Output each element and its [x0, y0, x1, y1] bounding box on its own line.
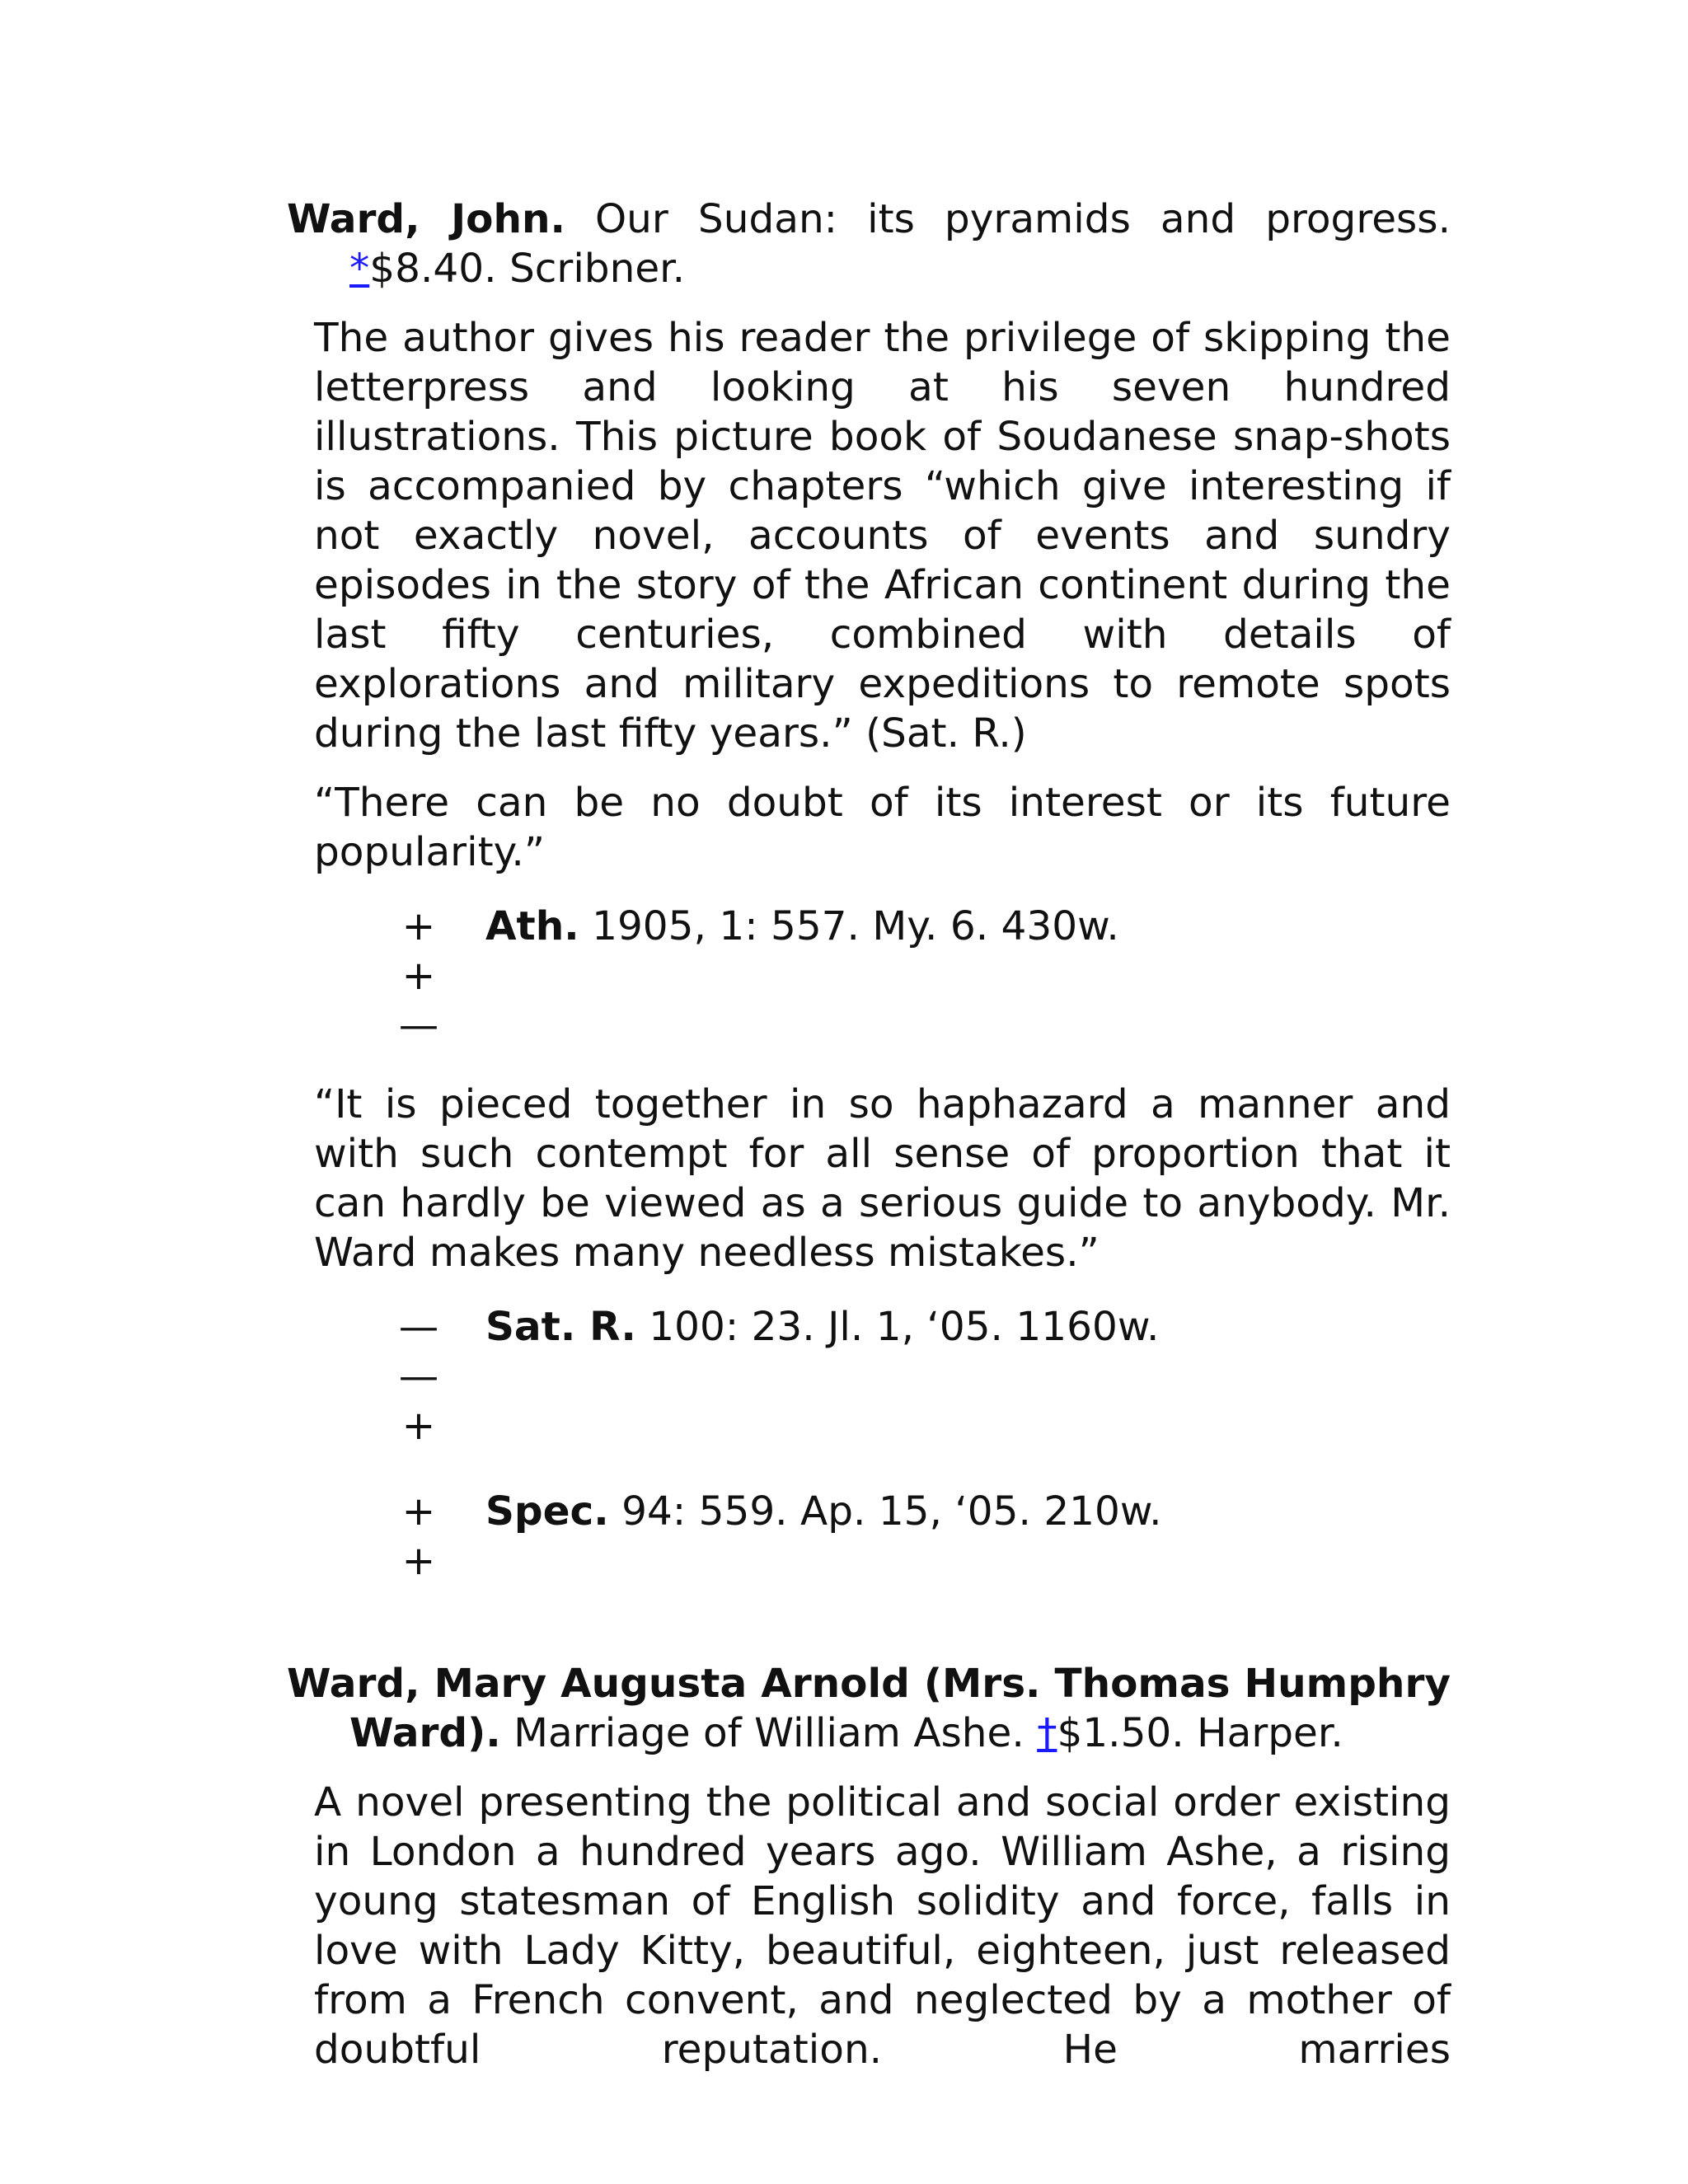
entry-price: $8.40. — [369, 246, 497, 292]
citation-text — [485, 902, 1119, 951]
review-quote: “It is pieced together in so haphazard a manner and with such contempt for all sense of proportion that it can hardly be viewed as a serious guide to anybody. Mr. Ward makes many needless mistakes.” — [314, 1081, 1451, 1276]
entry-price: $1.50. — [1057, 1710, 1184, 1756]
review-quote: “There can be no doubt of its interest or its future popularity.” — [314, 780, 1451, 875]
entry-heading-ward-mary — [287, 1659, 1451, 1758]
rating-mark: + — [401, 1538, 436, 1584]
rating-marks — [398, 1302, 439, 1451]
rating-marks — [398, 902, 439, 1050]
rating-marks — [398, 1487, 439, 1586]
rating-mark: + — [401, 1403, 436, 1449]
page-content — [287, 194, 1451, 2074]
price-footnote-link[interactable]: * — [349, 246, 370, 292]
rating-mark: — — [398, 1002, 439, 1048]
rating-mark: — — [398, 1304, 439, 1350]
rating-mark: + — [401, 1488, 436, 1535]
citation-text — [485, 1487, 1162, 1536]
entry-author: Ward, Mary Augusta Arnold (Mrs. Thomas Humphry Ward). — [287, 1661, 1451, 1756]
entry-title: Our Sudan: its pyramids and progress. — [595, 196, 1451, 242]
review-citation — [287, 902, 1451, 1050]
review-citation — [287, 1487, 1451, 1586]
entry-summary: The author gives his reader the privilege of skipping the letterpress and looking at his seven hundred illustrations. This picture book of Soudanese snap-shots is accompanied by chapters “which give interesting if not exactly novel, accounts of events and sundry episodes in the story of the African continent during the last fifty centuries, combined with details of explorations and military expeditions to remote spots during the last fifty years.” (Sat. R.) — [314, 315, 1451, 757]
rating-mark: — — [398, 1353, 439, 1399]
citation-ref: 1905, 1: 557. My. 6. 430w. — [592, 903, 1119, 949]
rating-mark: + — [401, 953, 436, 999]
entry-summary: A novel presenting the political and social order existing in London a hundred years ago. William Ashe, a rising young statesman of English solidity and force, falls in love with Lady Kitty, beautiful, eighteen, just released from a French convent, and neglected by a mother of doubtful reputation. He marries — [314, 1779, 1451, 2073]
entry-publisher: Harper. — [1197, 1710, 1343, 1756]
citation-ref: 94: 559. Ap. 15, ‘05. 210w. — [621, 1488, 1162, 1535]
citation-text — [485, 1302, 1159, 1352]
citation-source: Sat. R. — [485, 1304, 636, 1350]
entry-title: Marriage of William Ashe. — [513, 1710, 1025, 1756]
citation-source: Spec. — [485, 1488, 609, 1535]
price-footnote-link[interactable]: † — [1037, 1710, 1057, 1756]
entry-publisher: Scribner. — [509, 246, 686, 292]
citation-ref: 100: 23. Jl. 1, ‘05. 1160w. — [649, 1304, 1160, 1350]
review-citation — [287, 1302, 1451, 1451]
rating-mark: + — [401, 903, 436, 949]
entry-author: Ward, John. — [287, 196, 565, 242]
entry-heading-ward-john — [287, 194, 1451, 293]
citation-source: Ath. — [485, 903, 579, 949]
